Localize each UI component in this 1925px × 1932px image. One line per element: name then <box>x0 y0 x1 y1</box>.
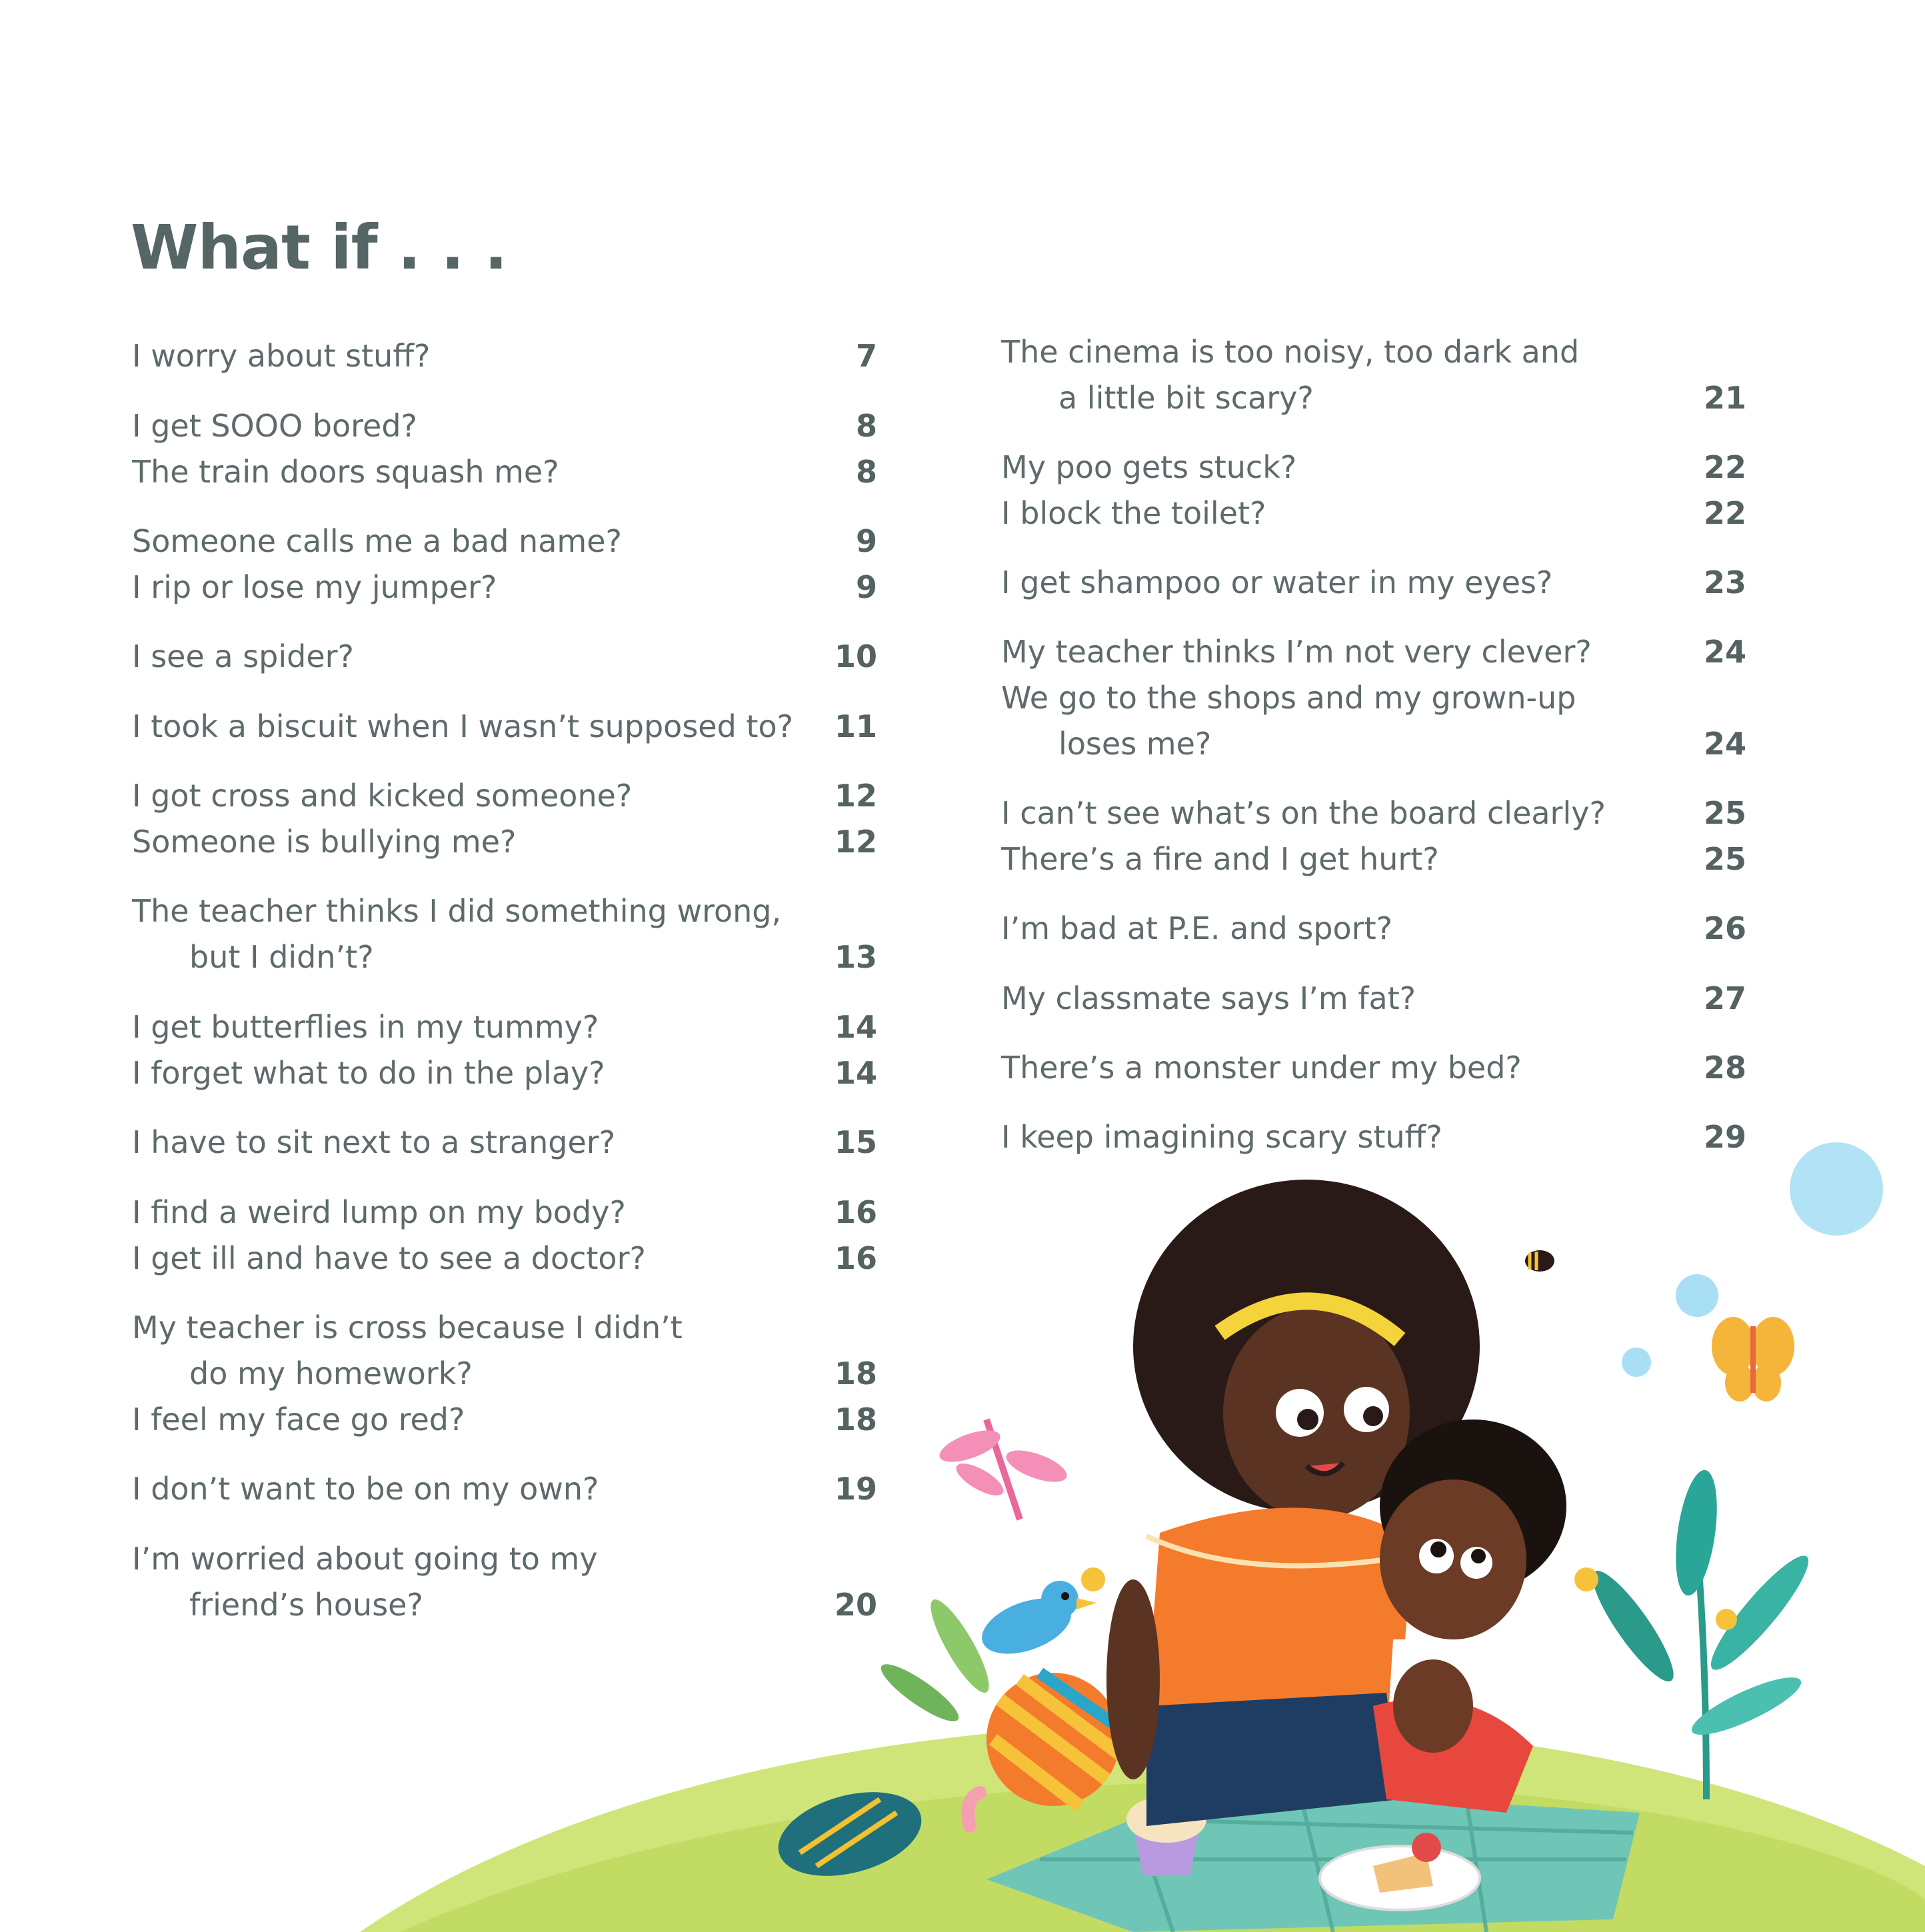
toc-entry <box>132 1120 615 1166</box>
toc-entry <box>132 1050 605 1096</box>
worm-icon <box>968 1793 980 1826</box>
ball-icon <box>986 1673 1120 1806</box>
toc-question: We go to the shops and my grown-up <box>1001 680 1576 716</box>
toc-page-number: 16 <box>834 1240 877 1276</box>
toc-question: Someone is bullying me? <box>132 824 517 860</box>
toc-entry <box>1001 560 1552 606</box>
toc-entry <box>132 1004 599 1050</box>
toc-question-continued: do my homework? <box>189 1356 473 1392</box>
toc-question: I’m bad at P.E. and sport? <box>1001 910 1393 946</box>
dragonfly-icon <box>936 1420 1071 1519</box>
toc-page-number: 13 <box>834 939 877 975</box>
toc-page-number: 8 <box>855 454 877 490</box>
toc-question-continued: a little bit scary? <box>1058 380 1314 416</box>
toc-question: Someone calls me a bad name? <box>132 523 622 559</box>
toc-question: The teacher thinks I did something wrong, <box>132 893 782 929</box>
toc-question: I get butterflies in my tummy? <box>132 1009 599 1045</box>
toc-page-number: 10 <box>834 638 877 674</box>
woman-figure <box>1106 1180 1480 1826</box>
toc-page-number: 24 <box>1703 634 1746 670</box>
toc-question: There’s a fire and I get hurt? <box>1001 841 1439 877</box>
butterfly-icon <box>1712 1317 1794 1402</box>
toc-entry <box>1001 329 1579 421</box>
toc-entry <box>132 449 559 495</box>
bubble-large <box>1790 1142 1883 1236</box>
toc-question: My teacher thinks I’m not very clever? <box>1001 634 1592 670</box>
toc-page-number: 8 <box>855 408 877 444</box>
toc-entry <box>1001 1045 1522 1091</box>
toc-entry <box>132 333 430 379</box>
toc-question: I get ill and have to see a doctor? <box>132 1240 646 1276</box>
toc-question: I block the toilet? <box>1001 495 1266 531</box>
toc-entry <box>132 1236 646 1282</box>
toc-question: I forget what to do in the play? <box>132 1055 605 1091</box>
toc-question: I worry about stuff? <box>132 338 431 374</box>
toc-page-number: 9 <box>855 523 877 559</box>
frisbee-icon <box>769 1778 931 1891</box>
toc-question: I see a spider? <box>132 638 354 674</box>
bird-icon <box>974 1581 1096 1665</box>
toc-question-continued: loses me? <box>1058 726 1212 762</box>
toc-question: My poo gets stuck? <box>1001 449 1297 485</box>
toc-page-number: 15 <box>834 1124 877 1160</box>
toc-entry <box>1001 790 1606 836</box>
toc-entry <box>1001 675 1576 767</box>
cupcake-icon <box>1133 1826 1200 1876</box>
toc-question: I keep imagining scary stuff? <box>1001 1119 1442 1155</box>
toc-question: I have to sit next to a stranger? <box>132 1124 616 1160</box>
toc-page-number: 27 <box>1703 980 1746 1016</box>
toc-page-number: 7 <box>855 338 877 374</box>
toc-page-number: 24 <box>1703 726 1746 762</box>
toc-question: The cinema is too noisy, too dark and <box>1001 334 1580 370</box>
picnic-blanket <box>986 1786 1640 1932</box>
toc-page-number: 14 <box>834 1009 877 1045</box>
toc-entry <box>1001 490 1266 536</box>
toc-entry <box>132 634 354 680</box>
toc-page-number: 18 <box>834 1356 877 1392</box>
toc-question: There’s a monster under my bed? <box>1001 1050 1522 1086</box>
toc-entry <box>132 1466 599 1512</box>
toc-question: I took a biscuit when I wasn’t supposed to? <box>132 708 794 744</box>
toc-entry <box>132 1190 626 1236</box>
toc-entry <box>132 819 516 865</box>
toc-question: I don’t want to be on my own? <box>132 1471 599 1507</box>
toc-question-continued: friend’s house? <box>189 1587 423 1623</box>
toc-page-number: 19 <box>834 1471 877 1507</box>
toc-page-number: 22 <box>1703 495 1746 531</box>
bubble-small <box>1622 1348 1651 1377</box>
toc-question: I can’t see what’s on the board clearly? <box>1001 795 1606 831</box>
toc-entry <box>132 888 781 980</box>
toc-question: I get SOOO bored? <box>132 408 417 444</box>
toc-entry <box>132 1305 683 1397</box>
plate-icon <box>1320 1846 1480 1910</box>
toc-question-continued: but I didn’t? <box>189 939 374 975</box>
toc-page-number: 28 <box>1703 1050 1746 1086</box>
toc-entry <box>132 403 417 449</box>
toc-entry <box>1001 836 1439 882</box>
toc-page-number: 9 <box>855 569 877 605</box>
toc-page-number: 14 <box>834 1055 877 1091</box>
toc-page-number: 12 <box>834 778 877 814</box>
toc-question: The train doors squash me? <box>132 454 559 490</box>
toc-question: I get shampoo or water in my eyes? <box>1001 564 1553 600</box>
toc-page-number: 20 <box>834 1587 877 1623</box>
toc-question: I got cross and kicked someone? <box>132 778 633 814</box>
plant-left-icon <box>875 1567 1737 1729</box>
toc-page-number: 21 <box>1703 380 1746 416</box>
toc-entry <box>1001 445 1296 490</box>
toc-page-number: 11 <box>834 708 877 744</box>
toc-entry <box>132 704 793 750</box>
toc-entry <box>1001 976 1416 1022</box>
toc-question: I rip or lose my jumper? <box>132 569 497 605</box>
plant-right-icon <box>1582 1467 1819 1799</box>
toc-entry <box>132 564 497 610</box>
toc-entry <box>132 518 622 564</box>
page-title: What if . . . <box>131 212 507 283</box>
toc-entry <box>132 1536 598 1628</box>
toc-page-number: 29 <box>1703 1119 1746 1155</box>
toc-page-number: 22 <box>1703 449 1746 485</box>
toc-page-number: 16 <box>834 1194 877 1230</box>
toc-page-number: 25 <box>1703 795 1746 831</box>
toc-entry <box>1001 1114 1442 1160</box>
toc-question: My classmate says I’m fat? <box>1001 980 1416 1016</box>
boy-figure <box>1373 1420 1566 1813</box>
toc-question: I find a weird lump on my body? <box>132 1194 626 1230</box>
toc-page-number: 23 <box>1703 564 1746 600</box>
toc-entry <box>1001 906 1392 952</box>
toc-entry <box>132 773 632 819</box>
grass-hill <box>360 1722 1925 1932</box>
bee-icon <box>1525 1250 1554 1272</box>
bubble-medium <box>1676 1274 1718 1317</box>
toc-entry <box>1001 629 1592 675</box>
toc-page-number: 26 <box>1703 910 1746 946</box>
toc-question: I’m worried about going to my <box>132 1541 598 1577</box>
toc-question: My teacher is cross because I didn’t <box>132 1310 683 1346</box>
toc-page-number: 25 <box>1703 841 1746 877</box>
toc-entry <box>132 1397 465 1443</box>
toc-page-number: 18 <box>834 1402 877 1438</box>
toc-question: I feel my face go red? <box>132 1402 465 1438</box>
toc-page-number: 12 <box>834 824 877 860</box>
